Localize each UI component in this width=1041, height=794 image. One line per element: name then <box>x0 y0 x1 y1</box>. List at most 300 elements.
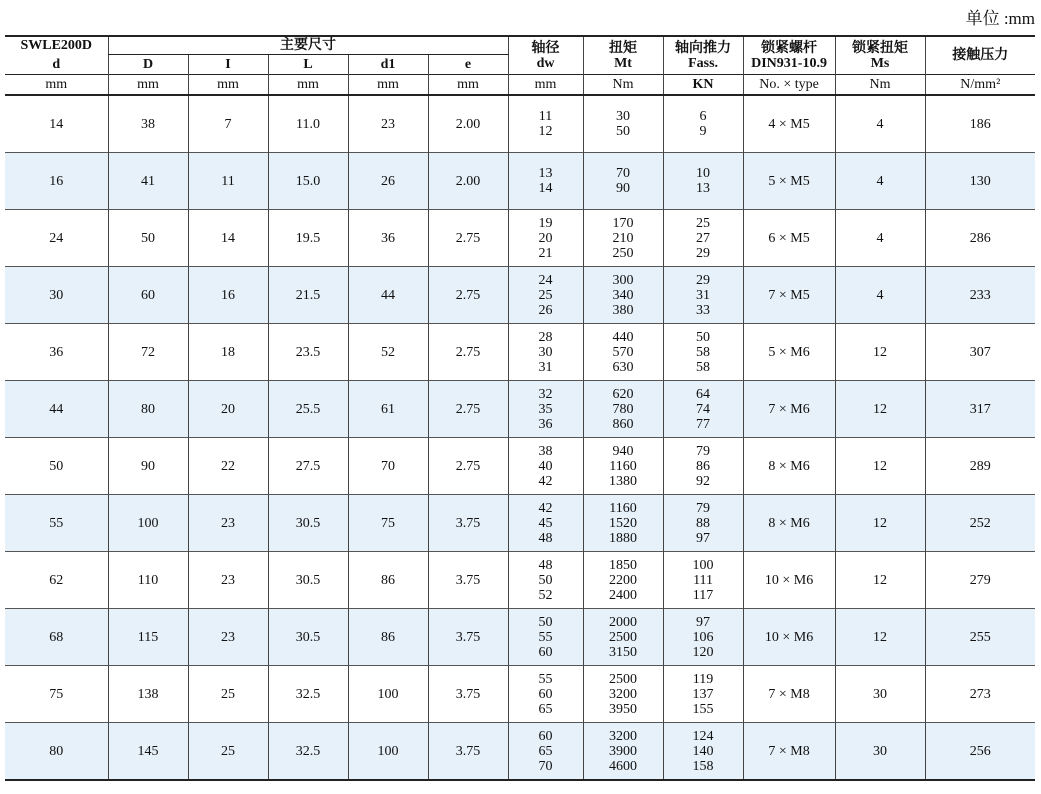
cell-mt-value: 1160 <box>609 500 637 516</box>
cell-dw-value: 65 <box>538 743 553 759</box>
cell-bolt: 10 × M6 <box>743 552 835 609</box>
unit-note: 单位 :mm <box>965 9 1035 28</box>
header-I: I <box>188 55 268 75</box>
cell-d: 50 <box>5 438 108 495</box>
cell-bolt: 5 × M5 <box>743 153 835 210</box>
cell-dw-value: 21 <box>538 245 553 261</box>
cell-fass-value: 137 <box>692 686 714 702</box>
cell-e: 2.75 <box>428 438 508 495</box>
table-row <box>5 381 1035 438</box>
unit-cell: Nm <box>583 75 663 96</box>
cell-fass <box>663 495 743 552</box>
cell-d1: 100 <box>348 666 428 723</box>
cell-mt <box>583 552 663 609</box>
header-model-label: SWLE200D <box>20 38 93 54</box>
cell-L: 15.0 <box>268 153 348 210</box>
cell-dw-value: 55 <box>538 629 553 645</box>
cell-L: 30.5 <box>268 552 348 609</box>
cell-mt <box>583 381 663 438</box>
cell-mt-value: 170 <box>612 215 634 231</box>
cell-dw <box>508 666 583 723</box>
cell-I: 16 <box>188 267 268 324</box>
cell-dw-value: 31 <box>538 359 553 375</box>
cell-mt-value: 1160 <box>609 458 637 474</box>
cell-mt-value: 2500 <box>609 629 638 645</box>
cell-d1: 36 <box>348 210 428 267</box>
cell-dw-value: 50 <box>538 572 553 588</box>
cell-d1: 100 <box>348 723 428 781</box>
cell-p: 130 <box>925 153 1035 210</box>
cell-e: 2.75 <box>428 267 508 324</box>
cell-dw-value: 13 <box>538 166 553 181</box>
cell-mt <box>583 609 663 666</box>
cell-D: 100 <box>108 495 188 552</box>
cell-fass-value: 92 <box>696 473 711 489</box>
table-row <box>5 153 1035 210</box>
header-e: e <box>428 55 508 75</box>
cell-L: 21.5 <box>268 267 348 324</box>
cell-p: 317 <box>925 381 1035 438</box>
cell-I: 14 <box>188 210 268 267</box>
cell-mt-value: 1850 <box>609 557 638 573</box>
cell-dw-value: 50 <box>538 614 553 630</box>
cell-mt-value: 3150 <box>609 644 638 660</box>
cell-d: 80 <box>5 723 108 781</box>
cell-d: 62 <box>5 552 108 609</box>
cell-fass <box>663 552 743 609</box>
cell-ms: 4 <box>835 210 925 267</box>
cell-I: 20 <box>188 381 268 438</box>
header-bolt-sym: DIN931-10.9 <box>751 55 827 71</box>
cell-p: 286 <box>925 210 1035 267</box>
cell-dw-value: 45 <box>538 515 553 531</box>
cell-mt-value: 2200 <box>609 572 638 588</box>
header-lock-zh: 锁紧扭矩 <box>852 40 909 56</box>
cell-e: 2.75 <box>428 210 508 267</box>
cell-fass-value: 79 <box>696 443 711 459</box>
cell-dw-value: 60 <box>538 644 553 660</box>
table-row <box>5 723 1035 781</box>
cell-p: 279 <box>925 552 1035 609</box>
cell-D: 80 <box>108 381 188 438</box>
cell-d1: 70 <box>348 438 428 495</box>
cell-fass-value: 74 <box>696 401 711 417</box>
cell-mt-value: 3200 <box>609 728 638 744</box>
cell-fass-value: 33 <box>696 302 711 318</box>
cell-L: 11.0 <box>268 95 348 153</box>
cell-fass-value: 86 <box>696 458 711 474</box>
cell-L: 32.5 <box>268 723 348 781</box>
cell-mt <box>583 267 663 324</box>
cell-fass <box>663 381 743 438</box>
table-row <box>5 324 1035 381</box>
cell-bolt: 7 × M6 <box>743 381 835 438</box>
table-row <box>5 609 1035 666</box>
cell-p: 186 <box>925 95 1035 153</box>
cell-dw <box>508 552 583 609</box>
cell-mt <box>583 723 663 781</box>
cell-d: 55 <box>5 495 108 552</box>
cell-bolt: 5 × M6 <box>743 324 835 381</box>
cell-dw-value: 70 <box>538 758 553 774</box>
header-bolt <box>743 36 835 75</box>
cell-D: 138 <box>108 666 188 723</box>
cell-fass-value: 158 <box>692 758 714 774</box>
cell-fass-value: 79 <box>696 500 711 516</box>
cell-dw-value: 48 <box>538 557 553 573</box>
cell-mt-value: 300 <box>612 272 634 288</box>
cell-dw-value: 28 <box>538 329 553 345</box>
cell-fass <box>663 324 743 381</box>
unit-cell: mm <box>188 75 268 96</box>
cell-dw-value: 48 <box>538 530 553 546</box>
cell-dw-value: 60 <box>538 728 553 744</box>
cell-dw-value: 32 <box>538 386 553 402</box>
cell-e: 3.75 <box>428 495 508 552</box>
cell-fass-value: 124 <box>692 728 714 744</box>
cell-d1: 86 <box>348 552 428 609</box>
header-lock <box>835 36 925 75</box>
header-main-dims: 主要尺寸 <box>108 36 508 55</box>
unit-cell: mm <box>348 75 428 96</box>
table-row <box>5 210 1035 267</box>
cell-dw <box>508 609 583 666</box>
cell-D: 145 <box>108 723 188 781</box>
cell-mt-value: 70 <box>616 166 631 181</box>
cell-fass <box>663 723 743 781</box>
cell-fass-value: 58 <box>696 344 711 360</box>
cell-dw <box>508 495 583 552</box>
cell-L: 25.5 <box>268 381 348 438</box>
cell-dw-value: 60 <box>538 686 553 702</box>
cell-ms: 30 <box>835 723 925 781</box>
cell-p: 252 <box>925 495 1035 552</box>
cell-bolt: 8 × M6 <box>743 495 835 552</box>
cell-fass-value: 117 <box>692 587 714 603</box>
cell-d1: 86 <box>348 609 428 666</box>
cell-fass <box>663 95 743 153</box>
cell-d: 36 <box>5 324 108 381</box>
cell-mt-value: 620 <box>612 386 634 402</box>
cell-fass-value: 140 <box>692 743 714 759</box>
table-row <box>5 495 1035 552</box>
cell-fass-value: 50 <box>696 329 711 345</box>
cell-dw-value: 12 <box>538 124 553 139</box>
cell-mt-value: 2500 <box>609 671 638 687</box>
cell-bolt: 7 × M5 <box>743 267 835 324</box>
spec-table <box>5 35 1035 781</box>
header-torque-zh: 扭矩 <box>609 40 638 56</box>
cell-D: 38 <box>108 95 188 153</box>
cell-fass-value: 58 <box>696 359 711 375</box>
cell-fass <box>663 609 743 666</box>
cell-mt-value: 50 <box>616 124 631 139</box>
unit-cell: mm <box>428 75 508 96</box>
cell-D: 90 <box>108 438 188 495</box>
cell-fass-value: 27 <box>696 230 711 246</box>
cell-bolt: 7 × M8 <box>743 666 835 723</box>
cell-dw-value: 52 <box>538 587 553 603</box>
cell-dw-value: 40 <box>538 458 553 474</box>
cell-mt <box>583 324 663 381</box>
cell-fass-value: 155 <box>692 701 714 717</box>
cell-dw-value: 14 <box>538 181 553 196</box>
cell-fass-value: 97 <box>696 530 711 546</box>
header-shaft-sym: dw <box>536 55 555 71</box>
header-lock-sym: Ms <box>870 55 890 71</box>
unit-cell: N/mm² <box>925 75 1035 96</box>
cell-dw-value: 38 <box>538 443 553 459</box>
cell-bolt: 8 × M6 <box>743 438 835 495</box>
cell-mt <box>583 153 663 210</box>
cell-p: 256 <box>925 723 1035 781</box>
cell-d1: 23 <box>348 95 428 153</box>
cell-mt-value: 1520 <box>609 515 638 531</box>
cell-mt-value: 340 <box>612 287 634 303</box>
header-torque-sym: Mt <box>614 55 632 71</box>
cell-I: 25 <box>188 723 268 781</box>
cell-bolt: 6 × M5 <box>743 210 835 267</box>
header-d: d <box>52 56 61 72</box>
cell-L: 32.5 <box>268 666 348 723</box>
unit-cell: mm <box>5 75 108 96</box>
cell-fass-value: 6 <box>699 109 707 124</box>
cell-dw-value: 30 <box>538 344 553 360</box>
cell-dw-value: 11 <box>538 109 553 124</box>
cell-mt-value: 3900 <box>609 743 638 759</box>
cell-bolt: 4 × M5 <box>743 95 835 153</box>
cell-D: 60 <box>108 267 188 324</box>
cell-p: 307 <box>925 324 1035 381</box>
cell-dw <box>508 324 583 381</box>
cell-fass-value: 9 <box>699 124 707 139</box>
unit-cell: mm <box>508 75 583 96</box>
header-bolt-zh: 锁紧螺杆 <box>761 40 818 56</box>
cell-fass-value: 88 <box>696 515 711 531</box>
header-torque <box>583 36 663 75</box>
cell-fass-value: 111 <box>693 572 714 588</box>
cell-D: 72 <box>108 324 188 381</box>
cell-fass-value: 120 <box>692 644 714 660</box>
table-body <box>5 95 1035 780</box>
cell-p: 233 <box>925 267 1035 324</box>
cell-mt-value: 250 <box>612 245 634 261</box>
cell-fass-value: 25 <box>696 215 711 231</box>
cell-e: 2.75 <box>428 381 508 438</box>
cell-fass-value: 119 <box>692 671 714 687</box>
unit-cell: No. × type <box>743 75 835 96</box>
unit-cell: Nm <box>835 75 925 96</box>
cell-D: 41 <box>108 153 188 210</box>
cell-mt-value: 3200 <box>609 686 638 702</box>
cell-I: 25 <box>188 666 268 723</box>
cell-fass <box>663 666 743 723</box>
cell-p: 255 <box>925 609 1035 666</box>
units-row <box>5 75 1035 96</box>
cell-I: 23 <box>188 495 268 552</box>
table-row <box>5 552 1035 609</box>
cell-p: 289 <box>925 438 1035 495</box>
cell-ms: 12 <box>835 381 925 438</box>
cell-dw <box>508 210 583 267</box>
cell-d: 30 <box>5 267 108 324</box>
cell-mt-value: 1380 <box>609 473 638 489</box>
cell-d1: 75 <box>348 495 428 552</box>
cell-dw-value: 35 <box>538 401 553 417</box>
cell-D: 115 <box>108 609 188 666</box>
cell-dw-value: 20 <box>538 230 553 246</box>
cell-fass-value: 29 <box>696 245 711 261</box>
header-model <box>5 36 108 55</box>
cell-mt-value: 30 <box>616 109 631 124</box>
cell-d1: 61 <box>348 381 428 438</box>
cell-I: 23 <box>188 552 268 609</box>
header-shaft-zh: 轴径 <box>531 40 560 56</box>
cell-fass <box>663 267 743 324</box>
cell-fass-value: 31 <box>696 287 711 303</box>
cell-mt-value: 210 <box>612 230 634 246</box>
header-L: L <box>268 55 348 75</box>
cell-fass-value: 100 <box>692 557 714 573</box>
cell-d: 24 <box>5 210 108 267</box>
table-row <box>5 95 1035 153</box>
cell-dw-value: 19 <box>538 215 553 231</box>
cell-dw <box>508 267 583 324</box>
header-axial <box>663 36 743 75</box>
cell-mt-value: 570 <box>612 344 634 360</box>
cell-ms: 12 <box>835 552 925 609</box>
unit-cell: mm <box>108 75 188 96</box>
cell-mt <box>583 666 663 723</box>
cell-e: 3.75 <box>428 552 508 609</box>
cell-mt-value: 780 <box>612 401 634 417</box>
cell-bolt: 7 × M8 <box>743 723 835 781</box>
cell-L: 30.5 <box>268 609 348 666</box>
cell-mt-value: 90 <box>616 181 631 196</box>
cell-L: 27.5 <box>268 438 348 495</box>
header-d1: d1 <box>348 55 428 75</box>
cell-dw-value: 25 <box>538 287 553 303</box>
cell-L: 23.5 <box>268 324 348 381</box>
cell-I: 18 <box>188 324 268 381</box>
cell-dw <box>508 95 583 153</box>
cell-mt-value: 440 <box>612 329 634 345</box>
cell-mt-value: 1880 <box>609 530 638 546</box>
cell-I: 7 <box>188 95 268 153</box>
header-row-1 <box>5 36 1035 55</box>
cell-dw-value: 24 <box>538 272 553 288</box>
cell-fass-value: 13 <box>696 181 711 196</box>
cell-d1: 26 <box>348 153 428 210</box>
cell-mt <box>583 438 663 495</box>
cell-ms: 4 <box>835 95 925 153</box>
cell-p: 273 <box>925 666 1035 723</box>
cell-mt <box>583 95 663 153</box>
cell-D: 110 <box>108 552 188 609</box>
cell-d1: 44 <box>348 267 428 324</box>
cell-dw <box>508 153 583 210</box>
cell-D: 50 <box>108 210 188 267</box>
cell-ms: 12 <box>835 324 925 381</box>
header-pressure: 接触压力 <box>925 36 1035 75</box>
cell-e: 3.75 <box>428 666 508 723</box>
cell-ms: 12 <box>835 495 925 552</box>
cell-mt-value: 3950 <box>609 701 638 717</box>
cell-fass <box>663 210 743 267</box>
cell-ms: 30 <box>835 666 925 723</box>
table-row <box>5 267 1035 324</box>
cell-fass-value: 97 <box>696 614 711 630</box>
header-shaft <box>508 36 583 75</box>
header-D: D <box>108 55 188 75</box>
cell-e: 3.75 <box>428 723 508 781</box>
cell-d1: 52 <box>348 324 428 381</box>
cell-mt-value: 860 <box>612 416 634 432</box>
cell-d: 68 <box>5 609 108 666</box>
cell-fass-value: 77 <box>696 416 711 432</box>
unit-cell: KN <box>663 75 743 96</box>
cell-mt-value: 2000 <box>609 614 638 630</box>
cell-L: 19.5 <box>268 210 348 267</box>
cell-d: 44 <box>5 381 108 438</box>
cell-d: 16 <box>5 153 108 210</box>
cell-e: 2.75 <box>428 324 508 381</box>
cell-dw-value: 26 <box>538 302 553 318</box>
cell-mt-value: 940 <box>612 443 634 459</box>
cell-dw-value: 65 <box>538 701 553 717</box>
cell-dw-value: 42 <box>538 473 553 489</box>
cell-ms: 4 <box>835 153 925 210</box>
cell-mt-value: 4600 <box>609 758 638 774</box>
cell-mt-value: 630 <box>612 359 634 375</box>
cell-fass-value: 106 <box>692 629 714 645</box>
cell-dw <box>508 438 583 495</box>
header-axial-sym: Fass. <box>688 55 719 71</box>
cell-e: 3.75 <box>428 609 508 666</box>
cell-dw <box>508 723 583 781</box>
cell-ms: 4 <box>835 267 925 324</box>
cell-d: 14 <box>5 95 108 153</box>
cell-bolt: 10 × M6 <box>743 609 835 666</box>
unit-cell: mm <box>268 75 348 96</box>
cell-dw-value: 36 <box>538 416 553 432</box>
cell-mt <box>583 210 663 267</box>
cell-fass <box>663 153 743 210</box>
cell-fass <box>663 438 743 495</box>
cell-fass-value: 64 <box>696 386 711 402</box>
cell-fass-value: 29 <box>696 272 711 288</box>
cell-e: 2.00 <box>428 95 508 153</box>
header-axial-zh: 轴向推力 <box>675 40 732 56</box>
cell-I: 23 <box>188 609 268 666</box>
cell-mt-value: 2400 <box>609 587 638 603</box>
table-row <box>5 666 1035 723</box>
cell-ms: 12 <box>835 609 925 666</box>
cell-I: 22 <box>188 438 268 495</box>
cell-mt-value: 380 <box>612 302 634 318</box>
cell-mt <box>583 495 663 552</box>
cell-fass-value: 10 <box>696 166 711 181</box>
table-row <box>5 438 1035 495</box>
cell-dw-value: 42 <box>538 500 553 516</box>
cell-I: 11 <box>188 153 268 210</box>
cell-d: 75 <box>5 666 108 723</box>
cell-L: 30.5 <box>268 495 348 552</box>
cell-dw-value: 55 <box>538 671 553 687</box>
cell-ms: 12 <box>835 438 925 495</box>
cell-dw <box>508 381 583 438</box>
cell-e: 2.00 <box>428 153 508 210</box>
